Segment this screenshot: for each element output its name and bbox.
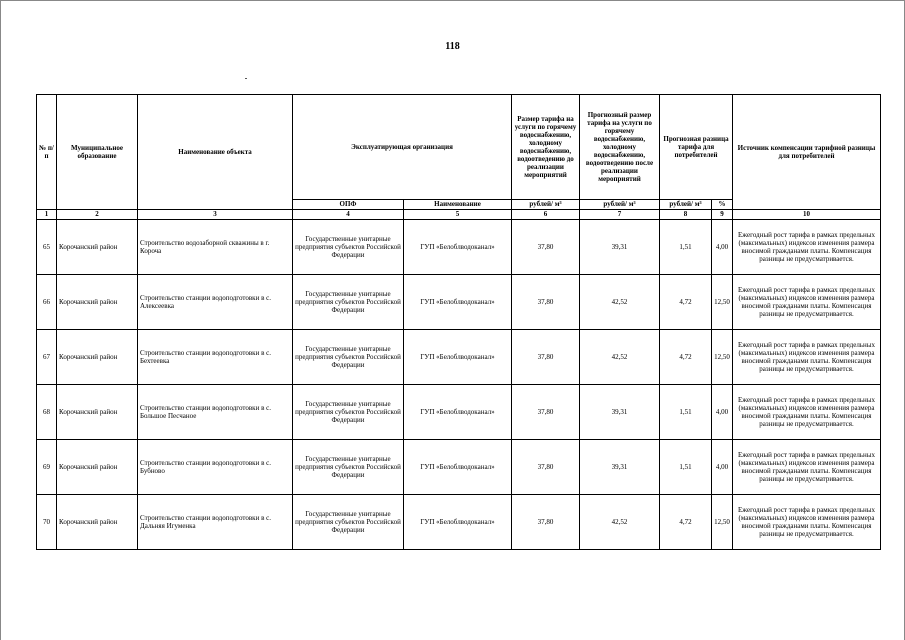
header-unit-forecast: рублей/ м³ <box>580 200 660 210</box>
row-number: 70 <box>37 495 57 550</box>
tariff-table <box>36 94 881 550</box>
tariff-cell: 37,80 <box>512 495 580 550</box>
row-number: 69 <box>37 440 57 495</box>
forecast-tariff-cell: 42,52 <box>580 495 660 550</box>
municipality-cell: Корочанский район <box>57 385 138 440</box>
opf-cell: Государственные унитарные предприятия субъектов Российской Федерации <box>293 330 404 385</box>
header-num: № п/п <box>37 95 57 210</box>
header-opf: ОПФ <box>293 200 404 210</box>
object-cell: Строительство станции водоподготовки в с. Большое Песчаное <box>138 385 293 440</box>
object-cell: Строительство станции водоподготовки в с. Бехтеевка <box>138 330 293 385</box>
tariff-cell: 37,80 <box>512 385 580 440</box>
scan-speck <box>245 78 247 79</box>
row-number: 65 <box>37 220 57 275</box>
compensation-source-cell: Ежегодный рост тарифа в рамках предельных (максимальных) индексов изменения размера вносимой гражданами платы. Компенсация разницы не предусматривается. <box>733 495 881 550</box>
column-number: 10 <box>733 210 881 220</box>
table-row <box>37 495 881 550</box>
difference-rub-cell: 4,72 <box>660 495 712 550</box>
object-cell: Строительство станции водоподготовки в с. Дальняя Игуменка <box>138 495 293 550</box>
operator-name-cell: ГУП «Белоблводоканал» <box>404 330 512 385</box>
compensation-source-cell: Ежегодный рост тарифа в рамках предельных (максимальных) индексов изменения размера вносимой гражданами платы. Компенсация разницы не предусматривается. <box>733 440 881 495</box>
column-number: 3 <box>138 210 293 220</box>
operator-name-cell: ГУП «Белоблводоканал» <box>404 275 512 330</box>
table-row <box>37 385 881 440</box>
difference-percent-cell: 4,00 <box>712 220 733 275</box>
forecast-tariff-cell: 42,52 <box>580 275 660 330</box>
column-number: 8 <box>660 210 712 220</box>
municipality-cell: Корочанский район <box>57 220 138 275</box>
operator-name-cell: ГУП «Белоблводоканал» <box>404 495 512 550</box>
difference-rub-cell: 1,51 <box>660 220 712 275</box>
object-cell: Строительство станции водоподготовки в с. Алексеевка <box>138 275 293 330</box>
row-number: 68 <box>37 385 57 440</box>
difference-percent-cell: 12,50 <box>712 275 733 330</box>
operator-name-cell: ГУП «Белоблводоканал» <box>404 385 512 440</box>
tariff-cell: 37,80 <box>512 440 580 495</box>
header-operator: Эксплуатирующая организация <box>293 95 512 200</box>
difference-percent-cell: 12,50 <box>712 330 733 385</box>
header-name: Наименование <box>404 200 512 210</box>
difference-percent-cell: 12,50 <box>712 495 733 550</box>
table-row <box>37 330 881 385</box>
forecast-tariff-cell: 39,31 <box>580 440 660 495</box>
column-number: 9 <box>712 210 733 220</box>
table-row <box>37 220 881 275</box>
header-object: Наименование объекта <box>138 95 293 210</box>
header-unit-diff: рублей/ м³ <box>660 200 712 210</box>
header-difference: Прогнозная разница тарифа для потребителей <box>660 95 733 200</box>
column-number: 1 <box>37 210 57 220</box>
column-number: 4 <box>293 210 404 220</box>
difference-percent-cell: 4,00 <box>712 385 733 440</box>
difference-rub-cell: 4,72 <box>660 330 712 385</box>
header-municipality: Муниципальное образование <box>57 95 138 210</box>
difference-rub-cell: 1,51 <box>660 440 712 495</box>
difference-percent-cell: 4,00 <box>712 440 733 495</box>
forecast-tariff-cell: 39,31 <box>580 220 660 275</box>
column-number-row <box>37 210 881 220</box>
header-tariff: Размер тарифа на услуги по горячему водоснабжению, холодному водоснабжению, водоотведению до реализации мероприятий <box>512 95 580 200</box>
object-cell: Строительство водозаборной скважины в г. Короча <box>138 220 293 275</box>
opf-cell: Государственные унитарные предприятия субъектов Российской Федерации <box>293 385 404 440</box>
column-number: 6 <box>512 210 580 220</box>
forecast-tariff-cell: 42,52 <box>580 330 660 385</box>
opf-cell: Государственные унитарные предприятия субъектов Российской Федерации <box>293 440 404 495</box>
header-unit-percent: % <box>712 200 733 210</box>
operator-name-cell: ГУП «Белоблводоканал» <box>404 220 512 275</box>
page-number: 118 <box>445 41 460 52</box>
object-cell: Строительство станции водоподготовки в с. Бубново <box>138 440 293 495</box>
tariff-cell: 37,80 <box>512 220 580 275</box>
municipality-cell: Корочанский район <box>57 330 138 385</box>
header-unit-tariff: рублей/ м³ <box>512 200 580 210</box>
difference-rub-cell: 4,72 <box>660 275 712 330</box>
operator-name-cell: ГУП «Белоблводоканал» <box>404 440 512 495</box>
column-number: 7 <box>580 210 660 220</box>
difference-rub-cell: 1,51 <box>660 385 712 440</box>
compensation-source-cell: Ежегодный рост тарифа в рамках предельных (максимальных) индексов изменения размера вносимой гражданами платы. Компенсация разницы не предусматривается. <box>733 330 881 385</box>
compensation-source-cell: Ежегодный рост тарифа в рамках предельных (максимальных) индексов изменения размера вносимой гражданами платы. Компенсация разницы не предусматривается. <box>733 275 881 330</box>
opf-cell: Государственные унитарные предприятия субъектов Российской Федерации <box>293 275 404 330</box>
scan-border-top <box>0 0 905 1</box>
scan-border-left <box>0 0 1 640</box>
column-number: 5 <box>404 210 512 220</box>
municipality-cell: Корочанский район <box>57 275 138 330</box>
municipality-cell: Корочанский район <box>57 495 138 550</box>
opf-cell: Государственные унитарные предприятия субъектов Российской Федерации <box>293 220 404 275</box>
row-number: 66 <box>37 275 57 330</box>
header-compensation: Источник компенсации тарифной разницы для потребителей <box>733 95 881 210</box>
row-number: 67 <box>37 330 57 385</box>
tariff-cell: 37,80 <box>512 275 580 330</box>
table-row <box>37 440 881 495</box>
tariff-cell: 37,80 <box>512 330 580 385</box>
municipality-cell: Корочанский район <box>57 440 138 495</box>
compensation-source-cell: Ежегодный рост тарифа в рамках предельных (максимальных) индексов изменения размера вносимой гражданами платы. Компенсация разницы не предусматривается. <box>733 220 881 275</box>
table-row <box>37 275 881 330</box>
column-number: 2 <box>57 210 138 220</box>
header-forecast-tariff: Прогнозный размер тарифа на услуги по горячему водоснабжению, холодному водоснабжению, водоотведению после реализации мероприятий <box>580 95 660 200</box>
compensation-source-cell: Ежегодный рост тарифа в рамках предельных (максимальных) индексов изменения размера вносимой гражданами платы. Компенсация разницы не предусматривается. <box>733 385 881 440</box>
opf-cell: Государственные унитарные предприятия субъектов Российской Федерации <box>293 495 404 550</box>
forecast-tariff-cell: 39,31 <box>580 385 660 440</box>
